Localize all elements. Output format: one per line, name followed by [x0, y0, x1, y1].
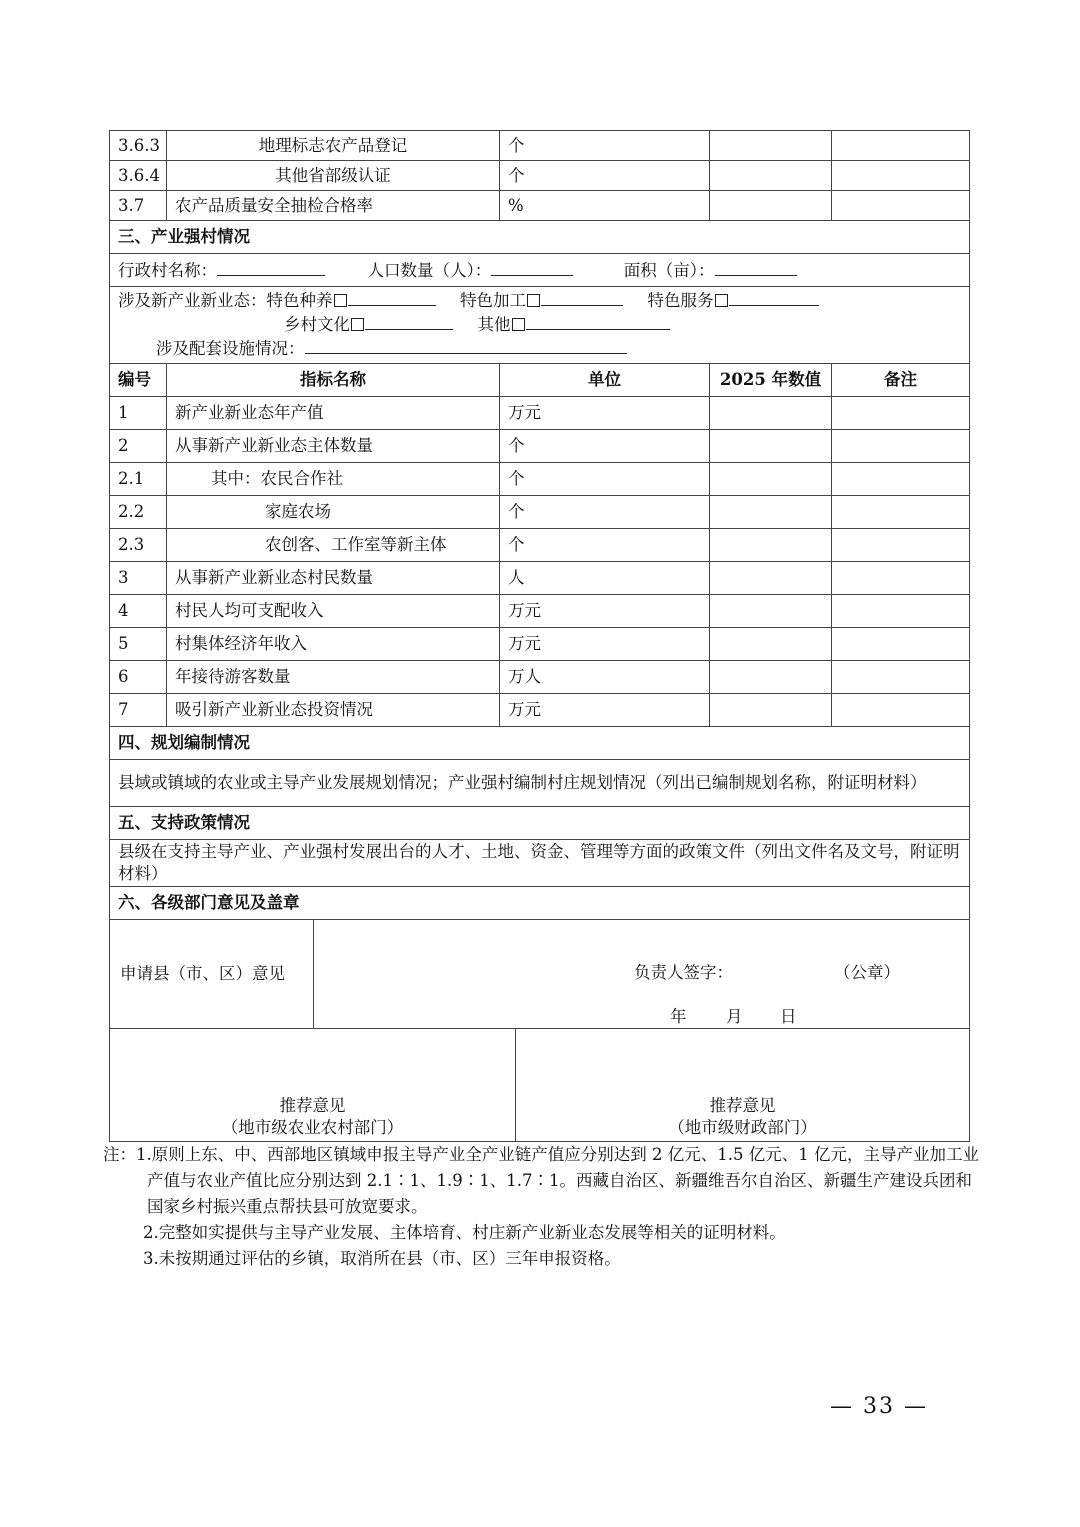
- row-note-cell[interactable]: [832, 397, 970, 430]
- recommendation-dept: （地市级农业农村部门）: [221, 1118, 404, 1137]
- application-form-table: [109, 130, 970, 1142]
- new-industry-row: [110, 287, 970, 364]
- row-note-cell[interactable]: [832, 191, 970, 221]
- row-code: 3.6.3: [110, 131, 167, 161]
- row-note-cell[interactable]: [832, 595, 970, 628]
- row-name: 村集体经济年收入: [167, 628, 500, 661]
- row-code: 2.2: [110, 496, 167, 529]
- row-unit: 个: [500, 496, 710, 529]
- note-3: 3.未按期通过评估的乡镇，取消所在县（市、区）三年申报资格。: [143, 1249, 621, 1268]
- new-industry-label: 涉及新产业新业态：: [118, 291, 267, 310]
- row-value-cell[interactable]: [710, 694, 832, 727]
- row-unit: 万元: [500, 595, 710, 628]
- row-code: 1: [110, 397, 167, 430]
- row-note-cell[interactable]: [832, 529, 970, 562]
- date-year-label: 年: [670, 1007, 687, 1026]
- processing-checkbox[interactable]: [527, 294, 540, 307]
- row-name: 年接待游客数量: [167, 661, 500, 694]
- population-field[interactable]: [491, 259, 573, 276]
- row-unit: 万元: [500, 694, 710, 727]
- date-day-label: 日: [780, 1007, 797, 1026]
- row-value-cell[interactable]: [710, 397, 832, 430]
- row-code: 4: [110, 595, 167, 628]
- section-title: 五、支持政策情况: [110, 807, 970, 840]
- row-value-cell[interactable]: [710, 430, 832, 463]
- service-field[interactable]: [729, 289, 819, 306]
- row-value-cell[interactable]: [710, 496, 832, 529]
- recommendation-title: 推荐意见: [279, 1096, 346, 1115]
- header-name: 指标名称: [167, 364, 500, 397]
- population-label: 人口数量（人）：: [367, 260, 492, 280]
- row-value-cell[interactable]: [710, 628, 832, 661]
- table-row: [110, 397, 970, 430]
- row-unit: 个: [500, 529, 710, 562]
- culture-field[interactable]: [365, 313, 453, 330]
- recommendation-row: [110, 1029, 970, 1142]
- table-row: [110, 161, 970, 191]
- table-header: [110, 364, 970, 397]
- row-code: 7: [110, 694, 167, 727]
- county-opinion-field[interactable]: [314, 920, 969, 1028]
- table-row: [110, 430, 970, 463]
- row-name: 家庭农场: [167, 496, 500, 529]
- row-name: 农创客、工作室等新主体: [167, 529, 500, 562]
- option-processing-label: 特色加工: [460, 291, 526, 310]
- option-other-label: 其他: [477, 315, 511, 334]
- row-value-cell[interactable]: [710, 529, 832, 562]
- table-row: [110, 529, 970, 562]
- row-value-cell[interactable]: [710, 562, 832, 595]
- row-unit: 万人: [500, 661, 710, 694]
- row-note-cell[interactable]: [832, 628, 970, 661]
- culture-checkbox[interactable]: [351, 318, 364, 331]
- row-code: 3.6.4: [110, 161, 167, 191]
- table-row: [110, 628, 970, 661]
- header-value: 2025 年数值: [710, 364, 832, 397]
- row-unit: 万元: [500, 397, 710, 430]
- row-name: 地理标志农产品登记: [167, 131, 500, 161]
- table-row: [110, 562, 970, 595]
- table-row: [110, 694, 970, 727]
- row-code: 3.7: [110, 191, 167, 221]
- county-opinion-row: [110, 920, 970, 1029]
- planting-field[interactable]: [348, 289, 436, 306]
- row-note-cell[interactable]: [832, 661, 970, 694]
- row-value-cell[interactable]: [710, 191, 832, 221]
- row-name: 农产品质量安全抽检合格率: [167, 191, 500, 221]
- village-name-field[interactable]: [217, 259, 325, 276]
- row-code: 2.1: [110, 463, 167, 496]
- row-note-cell[interactable]: [832, 131, 970, 161]
- village-label: 行政村名称：: [118, 260, 217, 280]
- row-value-cell[interactable]: [710, 131, 832, 161]
- table-row: [110, 463, 970, 496]
- row-note-cell[interactable]: [832, 562, 970, 595]
- notes-section: [103, 1142, 983, 1272]
- agriculture-dept-recommendation[interactable]: [110, 1029, 516, 1141]
- header-unit: 单位: [500, 364, 710, 397]
- row-name: 其他省部级认证: [167, 161, 500, 191]
- row-code: 2.3: [110, 529, 167, 562]
- table-row: [110, 595, 970, 628]
- area-field[interactable]: [715, 259, 797, 276]
- facility-field[interactable]: [305, 337, 627, 354]
- signer-label: 负责人签字：: [634, 963, 733, 982]
- row-name: 村民人均可支配收入: [167, 595, 500, 628]
- row-unit: 人: [500, 562, 710, 595]
- row-name: 从事新产业新业态村民数量: [167, 562, 500, 595]
- date-month-label: 月: [726, 1007, 743, 1026]
- row-code: 3: [110, 562, 167, 595]
- row-name: 从事新产业新业态主体数量: [167, 430, 500, 463]
- table-row: [110, 661, 970, 694]
- planning-description: 县域或镇域的农业或主导产业发展规划情况；产业强村编制村庄规划情况（列出已编制规划名称，附证明材料）: [110, 760, 970, 807]
- row-name: 新产业新业态年产值: [167, 397, 500, 430]
- option-planting-label: 特色种养: [266, 291, 333, 310]
- village-info-row: [110, 254, 970, 287]
- section-title: 三、产业强村情况: [110, 221, 970, 254]
- county-opinion-label: 申请县（市、区）意见: [120, 964, 285, 983]
- note-2: 2.完整如实提供与主导产业发展、主体培育、村庄新产业新业态发展等相关的证明材料。: [143, 1223, 786, 1242]
- section-title: 四、规划编制情况: [110, 727, 970, 760]
- header-code: 编号: [110, 364, 167, 397]
- row-value-cell[interactable]: [710, 661, 832, 694]
- row-note-cell[interactable]: [832, 496, 970, 529]
- row-code: 6: [110, 661, 167, 694]
- row-value-cell[interactable]: [710, 161, 832, 191]
- recommendation-dept: （地市级财政部门）: [668, 1118, 817, 1137]
- row-unit: 万元: [500, 628, 710, 661]
- other-field[interactable]: [526, 313, 670, 330]
- row-unit: 个: [500, 463, 710, 496]
- section-title: 六、各级部门意见及盖章: [110, 887, 970, 920]
- finance-dept-recommendation[interactable]: [516, 1029, 969, 1141]
- planting-checkbox[interactable]: [334, 294, 347, 307]
- option-culture-label: 乡村文化: [284, 315, 350, 334]
- other-checkbox[interactable]: [512, 318, 525, 331]
- header-note: 备注: [832, 364, 970, 397]
- seal-label: （公章）: [834, 963, 900, 982]
- row-code: 2: [110, 430, 167, 463]
- row-note-cell[interactable]: [832, 161, 970, 191]
- table-row: [110, 131, 970, 161]
- option-service-label: 特色服务: [647, 291, 714, 310]
- row-unit: 个: [500, 161, 710, 191]
- service-checkbox[interactable]: [715, 294, 728, 307]
- note-1: 注：1.原则上东、中、西部地区镇域申报主导产业全产业链产值应分别达到 2 亿元、1.5 亿元、1 亿元，主导产业加工业产值与农业产值比应分别达到 2.1∶1、1.9∶1、1.7∶1。西藏自治区、新疆维吾尔自治区、新疆生产建设兵团和国家乡村振兴重点帮扶县可放宽要求。: [103, 1145, 979, 1216]
- table-row: [110, 191, 970, 221]
- row-value-cell[interactable]: [710, 595, 832, 628]
- table-row: [110, 496, 970, 529]
- facility-label: 涉及配套设施情况：: [156, 339, 305, 358]
- row-note-cell[interactable]: [832, 694, 970, 727]
- row-note-cell[interactable]: [832, 430, 970, 463]
- area-label: 面积（亩）：: [623, 260, 715, 280]
- county-opinion-label-cell: [110, 920, 314, 1028]
- processing-field[interactable]: [541, 289, 623, 306]
- recommendation-title: 推荐意见: [709, 1096, 776, 1115]
- row-note-cell[interactable]: [832, 463, 970, 496]
- row-unit: 个: [500, 430, 710, 463]
- row-code: 5: [110, 628, 167, 661]
- row-name: 其中：农民合作社: [167, 463, 500, 496]
- page-number: — 33 —: [830, 1394, 928, 1419]
- row-value-cell[interactable]: [710, 463, 832, 496]
- row-unit: 个: [500, 131, 710, 161]
- row-unit: %: [500, 191, 710, 221]
- row-name: 吸引新产业新业态投资情况: [167, 694, 500, 727]
- policy-description: 县级在支持主导产业、产业强村发展出台的人才、土地、资金、管理等方面的政策文件（列出文件名及文号，附证明材料）: [110, 840, 970, 887]
